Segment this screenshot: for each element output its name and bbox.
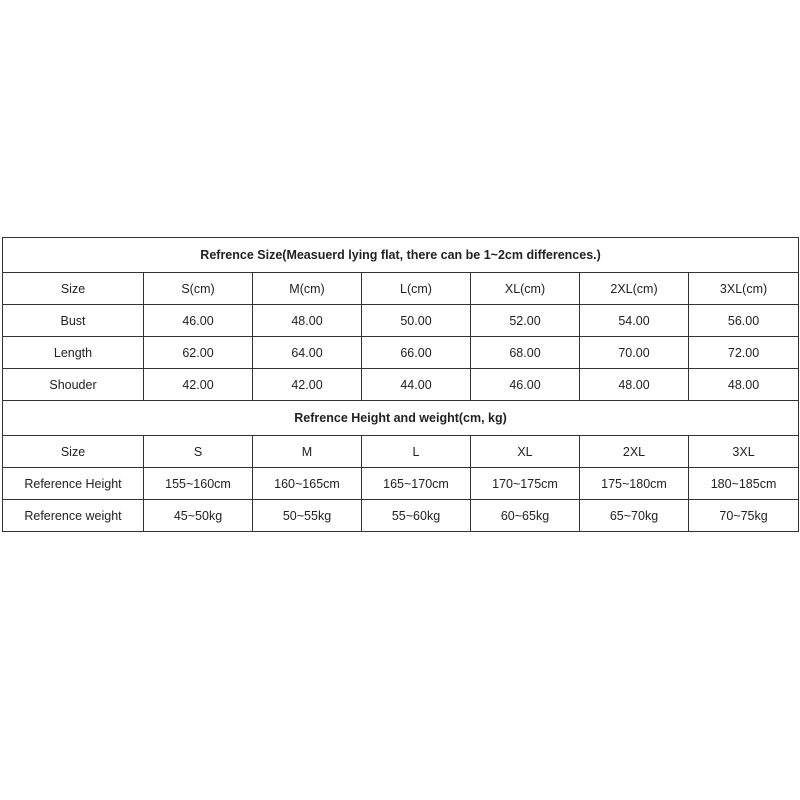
table-row-bust: [3, 305, 799, 337]
table-cell: 70~75kg: [689, 500, 799, 532]
table-cell: 2XL(cm): [580, 273, 689, 305]
table-cell: 170~175cm: [471, 468, 580, 500]
size-table-header-row: [3, 273, 799, 305]
height-weight-title-row: [3, 401, 799, 436]
table-cell: S: [144, 436, 253, 468]
table-cell: XL(cm): [471, 273, 580, 305]
table-cell: 175~180cm: [580, 468, 689, 500]
table-cell: 50.00: [362, 305, 471, 337]
table-cell: 66.00: [362, 337, 471, 369]
table-cell: 2XL: [580, 436, 689, 468]
table-cell: 165~170cm: [362, 468, 471, 500]
table-cell: M: [253, 436, 362, 468]
table-cell: 3XL(cm): [689, 273, 799, 305]
table-row-reference-weight: [3, 500, 799, 532]
table-cell: Size: [3, 273, 144, 305]
table-cell: 55~60kg: [362, 500, 471, 532]
table-cell: 45~50kg: [144, 500, 253, 532]
table-cell: 60~65kg: [471, 500, 580, 532]
table-cell: 160~165cm: [253, 468, 362, 500]
table-row-shoulder: [3, 369, 799, 401]
table-cell: 42.00: [144, 369, 253, 401]
table-cell: 52.00: [471, 305, 580, 337]
table-cell: 68.00: [471, 337, 580, 369]
table-cell: 180~185cm: [689, 468, 799, 500]
table-cell: 64.00: [253, 337, 362, 369]
table-cell: 54.00: [580, 305, 689, 337]
table-cell: Reference weight: [3, 500, 144, 532]
table-cell: 50~55kg: [253, 500, 362, 532]
table-cell: L(cm): [362, 273, 471, 305]
table-cell: 48.00: [253, 305, 362, 337]
table-cell: 3XL: [689, 436, 799, 468]
table-row-length: [3, 337, 799, 369]
table-cell: 46.00: [144, 305, 253, 337]
table-cell: 46.00: [471, 369, 580, 401]
size-chart-table: [2, 237, 799, 532]
table-cell: 48.00: [580, 369, 689, 401]
size-table-title: Refrence Size(Measuerd lying flat, there can be 1~2cm differences.): [3, 238, 799, 273]
table-cell: L: [362, 436, 471, 468]
table-cell: Length: [3, 337, 144, 369]
table-cell: Bust: [3, 305, 144, 337]
table-cell: Size: [3, 436, 144, 468]
table-cell: 48.00: [689, 369, 799, 401]
table-cell: M(cm): [253, 273, 362, 305]
table-cell: 155~160cm: [144, 468, 253, 500]
table-row-reference-height: [3, 468, 799, 500]
height-weight-title: Refrence Height and weight(cm, kg): [3, 401, 799, 436]
table-cell: Shouder: [3, 369, 144, 401]
table-cell: S(cm): [144, 273, 253, 305]
table-cell: Reference Height: [3, 468, 144, 500]
table-cell: 56.00: [689, 305, 799, 337]
table-cell: 42.00: [253, 369, 362, 401]
table-cell: 72.00: [689, 337, 799, 369]
height-weight-header-row: [3, 436, 799, 468]
table-cell: 44.00: [362, 369, 471, 401]
size-table-title-row: [3, 238, 799, 273]
table-cell: 70.00: [580, 337, 689, 369]
table-cell: XL: [471, 436, 580, 468]
table-cell: 65~70kg: [580, 500, 689, 532]
table-cell: 62.00: [144, 337, 253, 369]
